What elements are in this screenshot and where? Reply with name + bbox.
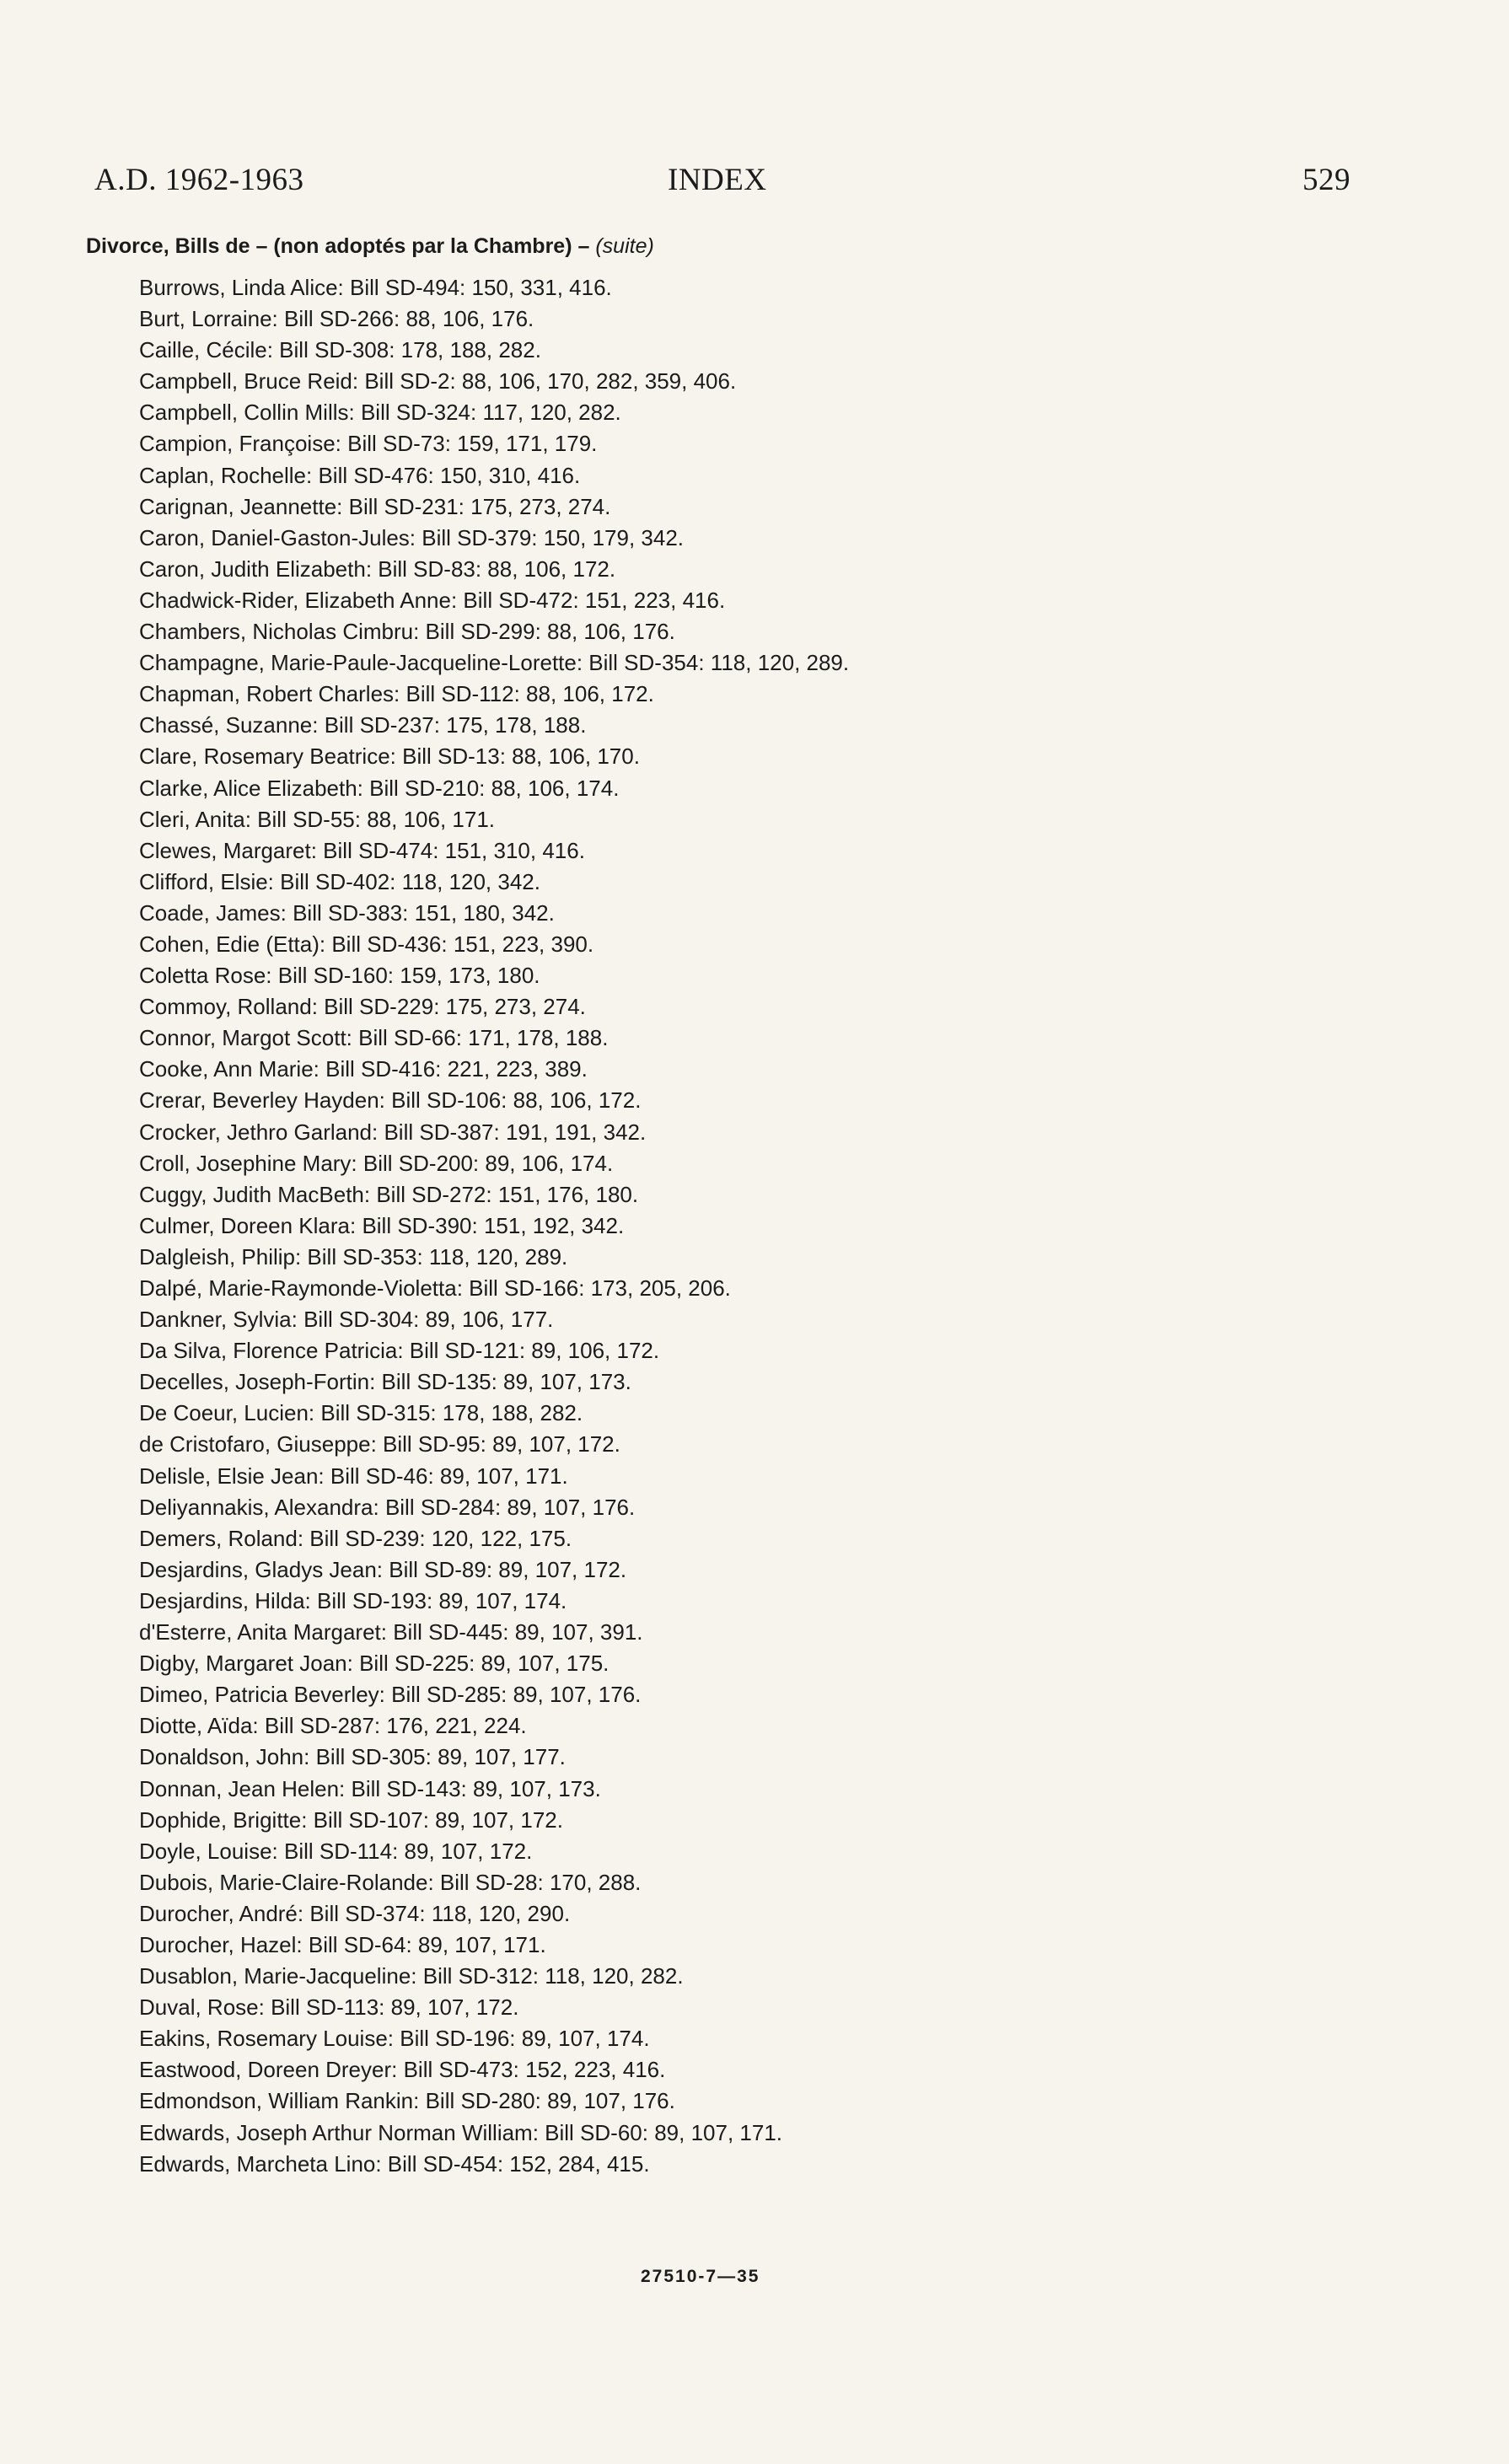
index-entry: Campbell, Collin Mills: Bill SD-324: 117, 120, 282.: [139, 400, 621, 426]
index-entry: Dalgleish, Philip: Bill SD-353: 118, 120, 289.: [139, 1243, 568, 1270]
index-entry: Dusablon, Marie-Jacqueline: Bill SD-312: 118, 120, 282.: [139, 1963, 684, 1989]
index-entry: Caron, Judith Elizabeth: Bill SD-83: 88, 106, 172.: [139, 556, 616, 582]
index-entry: Dophide, Brigitte: Bill SD-107: 89, 107, 172.: [139, 1806, 563, 1833]
index-entry: Dubois, Marie-Claire-Rolande: Bill SD-28: 170, 288.: [139, 1869, 642, 1895]
index-entry: Chadwick-Rider, Elizabeth Anne: Bill SD-472: 151, 223, 416.: [139, 587, 726, 613]
index-entry: Cohen, Edie (Etta): Bill SD-436: 151, 223, 390.: [139, 931, 594, 957]
running-head: [94, 162, 1351, 204]
index-entry-list: [139, 272, 849, 2180]
index-entry: Campbell, Bruce Reid: Bill SD-2: 88, 106, 170, 282, 359, 406.: [139, 368, 737, 395]
index-entry: Donaldson, John: Bill SD-305: 89, 107, 177.: [139, 1744, 566, 1770]
index-entry: Digby, Margaret Joan: Bill SD-225: 89, 107, 175.: [139, 1651, 610, 1677]
index-entry: Edwards, Marcheta Lino: Bill SD-454: 152, 284, 415.: [139, 2150, 650, 2177]
index-entry: Delisle, Elsie Jean: Bill SD-46: 89, 107, 171.: [139, 1463, 568, 1489]
index-entry: Clare, Rosemary Beatrice: Bill SD-13: 88, 106, 170.: [139, 743, 640, 770]
index-entry: Donnan, Jean Helen: Bill SD-143: 89, 107, 173.: [139, 1775, 601, 1801]
index-entry: Chambers, Nicholas Cimbru: Bill SD-299: 88, 106, 176.: [139, 619, 675, 645]
index-entry: Champagne, Marie-Paule-Jacqueline-Lorette: Bill SD-354: 118, 120, 289.: [139, 650, 850, 676]
index-entry: d'Esterre, Anita Margaret: Bill SD-445: 89, 107, 391.: [139, 1619, 643, 1645]
index-entry: Crerar, Beverley Hayden: Bill SD-106: 88, 106, 172.: [139, 1087, 642, 1114]
period-label: A.D. 1962-1963: [94, 163, 304, 197]
index-entry: Culmer, Doreen Klara: Bill SD-390: 151, 192, 342.: [139, 1212, 625, 1238]
index-entry: Diotte, Aïda: Bill SD-287: 176, 221, 224.: [139, 1713, 527, 1739]
index-entry: Desjardins, Hilda: Bill SD-193: 89, 107, 174.: [139, 1587, 567, 1613]
index-entry: Croll, Josephine Mary: Bill SD-200: 89, 106, 174.: [139, 1150, 614, 1176]
index-entry: Coade, James: Bill SD-383: 151, 180, 342.: [139, 899, 555, 926]
section-continued-label: (suite): [595, 234, 654, 258]
index-entry: Dankner, Sylvia: Bill SD-304: 89, 106, 177.: [139, 1307, 554, 1333]
index-entry: Edmondson, William Rankin: Bill SD-280: 89, 107, 176.: [139, 2088, 675, 2114]
index-entry: Connor, Margot Scott: Bill SD-66: 171, 178, 188.: [139, 1025, 609, 1051]
index-entry: Durocher, André: Bill SD-374: 118, 120, 290.: [139, 1900, 571, 1926]
index-entry: de Cristofaro, Giuseppe: Bill SD-95: 89, 107, 172.: [139, 1431, 620, 1457]
index-entry: Caron, Daniel-Gaston-Jules: Bill SD-379: 150, 179, 342.: [139, 524, 685, 550]
index-entry: Eastwood, Doreen Dreyer: Bill SD-473: 152, 223, 416.: [139, 2057, 666, 2083]
index-entry: Deliyannakis, Alexandra: Bill SD-284: 89, 107, 176.: [139, 1494, 636, 1520]
index-entry: Campion, Françoise: Bill SD-73: 159, 171, 179.: [139, 431, 598, 457]
index-entry: Da Silva, Florence Patricia: Bill SD-121: 89, 106, 172.: [139, 1338, 660, 1364]
index-entry: Crocker, Jethro Garland: Bill SD-387: 191, 191, 342.: [139, 1119, 647, 1145]
section-heading-text: Divorce, Bills de – (non adoptés par la Chambre) –: [86, 234, 590, 258]
index-entry: Dalpé, Marie-Raymonde-Violetta: Bill SD-166: 173, 205, 206.: [139, 1275, 731, 1301]
index-entry: Commoy, Rolland: Bill SD-229: 175, 273, 274.: [139, 994, 586, 1020]
index-entry: Desjardins, Gladys Jean: Bill SD-89: 89, 107, 172.: [139, 1556, 627, 1582]
index-entry: Caille, Cécile: Bill SD-308: 178, 188, 282.: [139, 337, 541, 363]
index-entry: Chassé, Suzanne: Bill SD-237: 175, 178, 188.: [139, 712, 587, 738]
index-entry: Clarke, Alice Elizabeth: Bill SD-210: 88, 106, 174.: [139, 775, 620, 801]
index-entry: Doyle, Louise: Bill SD-114: 89, 107, 172.: [139, 1838, 533, 1864]
index-entry: Durocher, Hazel: Bill SD-64: 89, 107, 171.: [139, 1931, 546, 1957]
index-entry: Decelles, Joseph-Fortin: Bill SD-135: 89, 107, 173.: [139, 1369, 631, 1395]
index-entry: Carignan, Jeannette: Bill SD-231: 175, 273, 274.: [139, 493, 611, 519]
index-entry: Cuggy, Judith MacBeth: Bill SD-272: 151, 176, 180.: [139, 1181, 639, 1207]
index-entry: De Coeur, Lucien: Bill SD-315: 178, 188, 282.: [139, 1400, 583, 1426]
print-code: 27510-7—35: [641, 2267, 760, 2286]
index-entry: Duval, Rose: Bill SD-113: 89, 107, 172.: [139, 1994, 519, 2021]
index-entry: Clifford, Elsie: Bill SD-402: 118, 120, 342.: [139, 868, 540, 894]
index-entry: Caplan, Rochelle: Bill SD-476: 150, 310, 416.: [139, 462, 581, 488]
index-entry: Cooke, Ann Marie: Bill SD-416: 221, 223, 389.: [139, 1056, 588, 1082]
index-entry: Burt, Lorraine: Bill SD-266: 88, 106, 176.: [139, 306, 534, 332]
section-heading: [86, 234, 654, 259]
page-number: 529: [1302, 163, 1351, 197]
index-entry: Burrows, Linda Alice: Bill SD-494: 150, 331, 416.: [139, 275, 612, 300]
index-entry: Clewes, Margaret: Bill SD-474: 151, 310, 416.: [139, 837, 585, 863]
index-title: INDEX: [668, 163, 767, 197]
index-entry: Dimeo, Patricia Beverley: Bill SD-285: 89, 107, 176.: [139, 1682, 642, 1708]
index-entry: Edwards, Joseph Arthur Norman William: Bill SD-60: 89, 107, 171.: [139, 2119, 783, 2145]
index-entry: Demers, Roland: Bill SD-239: 120, 122, 175.: [139, 1525, 572, 1551]
index-entry: Chapman, Robert Charles: Bill SD-112: 88, 106, 172.: [139, 681, 654, 707]
index-entry: Cleri, Anita: Bill SD-55: 88, 106, 171.: [139, 806, 496, 832]
index-entry: Coletta Rose: Bill SD-160: 159, 173, 180.: [139, 963, 540, 989]
index-entry: Eakins, Rosemary Louise: Bill SD-196: 89, 107, 174.: [139, 2026, 650, 2052]
